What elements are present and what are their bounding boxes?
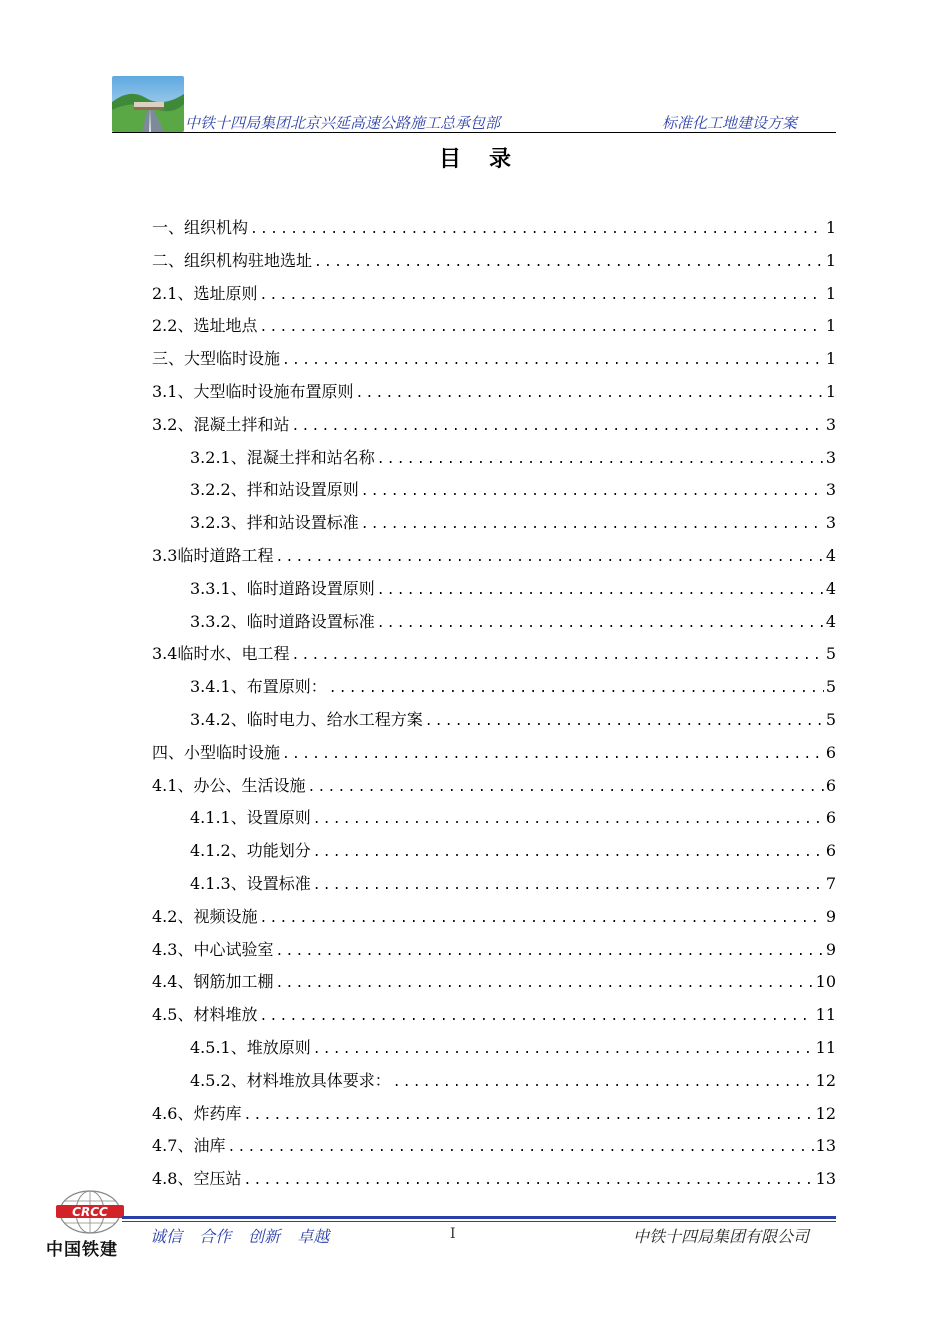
toc-entry[interactable] [152, 641, 836, 674]
toc-leader-dots [425, 714, 824, 729]
toc-entry-page: 10 [815, 972, 836, 992]
toc-entry-page: 1 [825, 316, 836, 336]
toc-leader-dots [313, 845, 824, 860]
toc-entry[interactable] [152, 969, 836, 1002]
table-of-contents [152, 215, 836, 1199]
toc-entry-title: 3.3.1、临时道路设置原则 [190, 578, 375, 598]
toc-entry-title: 4.3、中心试验室 [152, 939, 274, 959]
toc-entry-title: 2.1、选址原则 [152, 283, 258, 303]
toc-entry-title: 4.1.1、设置原则 [190, 808, 311, 828]
toc-entry-title: 四、小型临时设施 [152, 742, 281, 762]
toc-leader-dots [250, 222, 824, 237]
toc-entry-title: 3.2.3、拌和站设置标准 [190, 513, 359, 533]
toc-entry[interactable] [152, 1166, 836, 1199]
toc-leader-dots [313, 878, 824, 893]
toc-entry-page: 13 [815, 1136, 836, 1156]
toc-entry[interactable] [152, 773, 836, 806]
toc-entry[interactable] [152, 543, 836, 576]
toc-entry-title: 3.2.2、拌和站设置原则 [190, 480, 359, 500]
toc-entry-page: 5 [825, 709, 836, 729]
toc-leader-dots [282, 747, 824, 762]
toc-entry-title: 二、组织机构驻地选址 [152, 250, 313, 270]
toc-entry-title: 3.4临时水、电工程 [152, 644, 290, 664]
page-title: 目录 [438, 147, 539, 172]
toc-entry-title: 4.5、材料堆放 [152, 1005, 258, 1025]
footer-rule-thick [122, 1216, 836, 1219]
toc-entry-page: 3 [825, 480, 836, 500]
toc-entry[interactable] [152, 412, 836, 445]
toc-entry[interactable] [152, 1101, 836, 1134]
toc-entry[interactable] [152, 838, 836, 871]
toc-entry-page: 4 [825, 611, 836, 631]
toc-entry-page: 1 [825, 218, 836, 237]
toc-entry[interactable] [152, 379, 836, 412]
toc-leader-dots [259, 911, 823, 926]
toc-leader-dots [282, 353, 824, 368]
toc-entry[interactable] [152, 871, 836, 904]
toc-leader-dots [259, 288, 823, 303]
footer-brand: 中国铁建 [46, 1240, 118, 1260]
toc-leader-dots [291, 648, 823, 663]
toc-leader-dots [355, 386, 823, 401]
toc-entry[interactable] [152, 346, 836, 379]
toc-entry-page: 12 [815, 1103, 836, 1123]
toc-leader-dots [275, 976, 813, 991]
toc-entry-page: 5 [825, 677, 836, 697]
toc-entry-title: 4.7、油库 [152, 1136, 226, 1156]
toc-entry-title: 3.3.2、临时道路设置标准 [190, 611, 375, 631]
header-landscape-image [112, 76, 184, 132]
toc-leader-dots [275, 550, 823, 565]
toc-entry-page: 4 [825, 578, 836, 598]
toc-entry[interactable] [152, 805, 836, 838]
toc-entry[interactable] [152, 510, 836, 543]
toc-leader-dots [393, 1075, 814, 1090]
toc-entry-title: 3.3临时道路工程 [152, 545, 274, 565]
toc-leader-dots [377, 616, 824, 631]
toc-entry-page: 13 [815, 1169, 836, 1189]
toc-entry-title: 三、大型临时设施 [152, 349, 281, 369]
toc-entry-title: 一、组织机构 [152, 218, 249, 237]
toc-entry-title: 3.2.1、混凝土拌和站名称 [190, 447, 375, 467]
toc-entry-page: 6 [825, 775, 836, 795]
toc-entry-title: 4.5.1、堆放原则 [190, 1037, 311, 1057]
toc-entry[interactable] [152, 1035, 836, 1068]
toc-entry[interactable] [152, 674, 836, 707]
toc-entry-title: 4.1、办公、生活设施 [152, 775, 306, 795]
header-project-name: 中铁十四局集团北京兴延高速公路施工总承包部 [185, 114, 501, 132]
toc-entry-page: 9 [825, 939, 836, 959]
header-document-name: 标准化工地建设方案 [662, 114, 798, 132]
toc-entry-title: 4.4、钢筋加工棚 [152, 972, 274, 992]
toc-entry-title: 3.4.1、布置原则： [190, 677, 327, 697]
toc-leader-dots [329, 681, 824, 696]
toc-leader-dots [243, 1173, 813, 1188]
toc-entry[interactable] [152, 215, 836, 248]
toc-leader-dots [259, 320, 823, 335]
footer-rule-thin [122, 1221, 836, 1222]
toc-leader-dots [313, 1042, 814, 1057]
toc-entry[interactable] [152, 937, 836, 970]
toc-entry-page: 3 [825, 414, 836, 434]
toc-entry[interactable] [152, 248, 836, 281]
toc-entry-title: 4.1.2、功能划分 [190, 841, 311, 861]
toc-entry[interactable] [152, 1068, 836, 1101]
toc-entry-page: 7 [825, 873, 836, 893]
footer-page-number: I [450, 1226, 456, 1242]
toc-leader-dots [361, 517, 824, 532]
toc-entry-title: 4.5.2、材料堆放具体要求： [190, 1070, 391, 1090]
toc-entry-page: 1 [825, 381, 836, 401]
toc-leader-dots [313, 812, 824, 827]
toc-entry[interactable] [152, 576, 836, 609]
toc-entry[interactable] [152, 609, 836, 642]
toc-entry[interactable] [152, 1002, 836, 1035]
toc-entry[interactable] [152, 477, 836, 510]
toc-entry-title: 4.6、炸药库 [152, 1103, 242, 1123]
toc-entry-title: 4.1.3、设置标准 [190, 873, 311, 893]
toc-entry[interactable] [152, 1133, 836, 1166]
toc-entry-page: 6 [825, 808, 836, 828]
toc-entry-page: 11 [815, 1037, 836, 1057]
crcc-logo-text: CRCC [72, 1205, 108, 1219]
toc-leader-dots [275, 944, 823, 959]
toc-entry[interactable] [152, 740, 836, 773]
toc-leader-dots [259, 1009, 813, 1024]
toc-entry-page: 5 [825, 644, 836, 664]
toc-leader-dots [291, 419, 823, 434]
toc-entry-page: 11 [815, 1005, 836, 1025]
toc-entry-page: 12 [815, 1070, 836, 1090]
toc-entry-title: 3.2、混凝土拌和站 [152, 414, 290, 434]
toc-leader-dots [377, 452, 824, 467]
toc-entry-title: 4.2、视频设施 [152, 906, 258, 926]
toc-entry[interactable] [152, 281, 836, 314]
toc-entry-page: 9 [825, 906, 836, 926]
toc-entry-page: 6 [825, 841, 836, 861]
toc-entry-title: 4.8、空压站 [152, 1169, 242, 1189]
toc-entry-page: 1 [825, 349, 836, 369]
toc-entry-title: 3.4.2、临时电力、给水工程方案 [190, 709, 423, 729]
toc-entry-page: 1 [825, 250, 836, 270]
toc-entry-title: 3.1、大型临时设施布置原则 [152, 381, 354, 401]
toc-leader-dots [227, 1140, 813, 1155]
toc-entry-page: 6 [825, 742, 836, 762]
toc-leader-dots [361, 484, 824, 499]
toc-entry-page: 4 [825, 545, 836, 565]
toc-leader-dots [307, 780, 823, 795]
toc-leader-dots [314, 255, 824, 270]
toc-leader-dots [243, 1108, 813, 1123]
toc-entry-page: 3 [825, 513, 836, 533]
header-rule [112, 132, 836, 133]
toc-entry[interactable] [152, 904, 836, 937]
toc-leader-dots [377, 583, 824, 598]
toc-entry-page: 1 [825, 283, 836, 303]
toc-entry[interactable] [152, 707, 836, 740]
toc-entry-page: 3 [825, 447, 836, 467]
footer-motto: 诚信 合作 创新 卓越 [150, 1227, 330, 1246]
toc-entry[interactable] [152, 445, 836, 478]
toc-entry[interactable] [152, 313, 836, 346]
footer-company: 中铁十四局集团有限公司 [633, 1227, 810, 1246]
toc-entry-title: 2.2、选址地点 [152, 316, 258, 336]
